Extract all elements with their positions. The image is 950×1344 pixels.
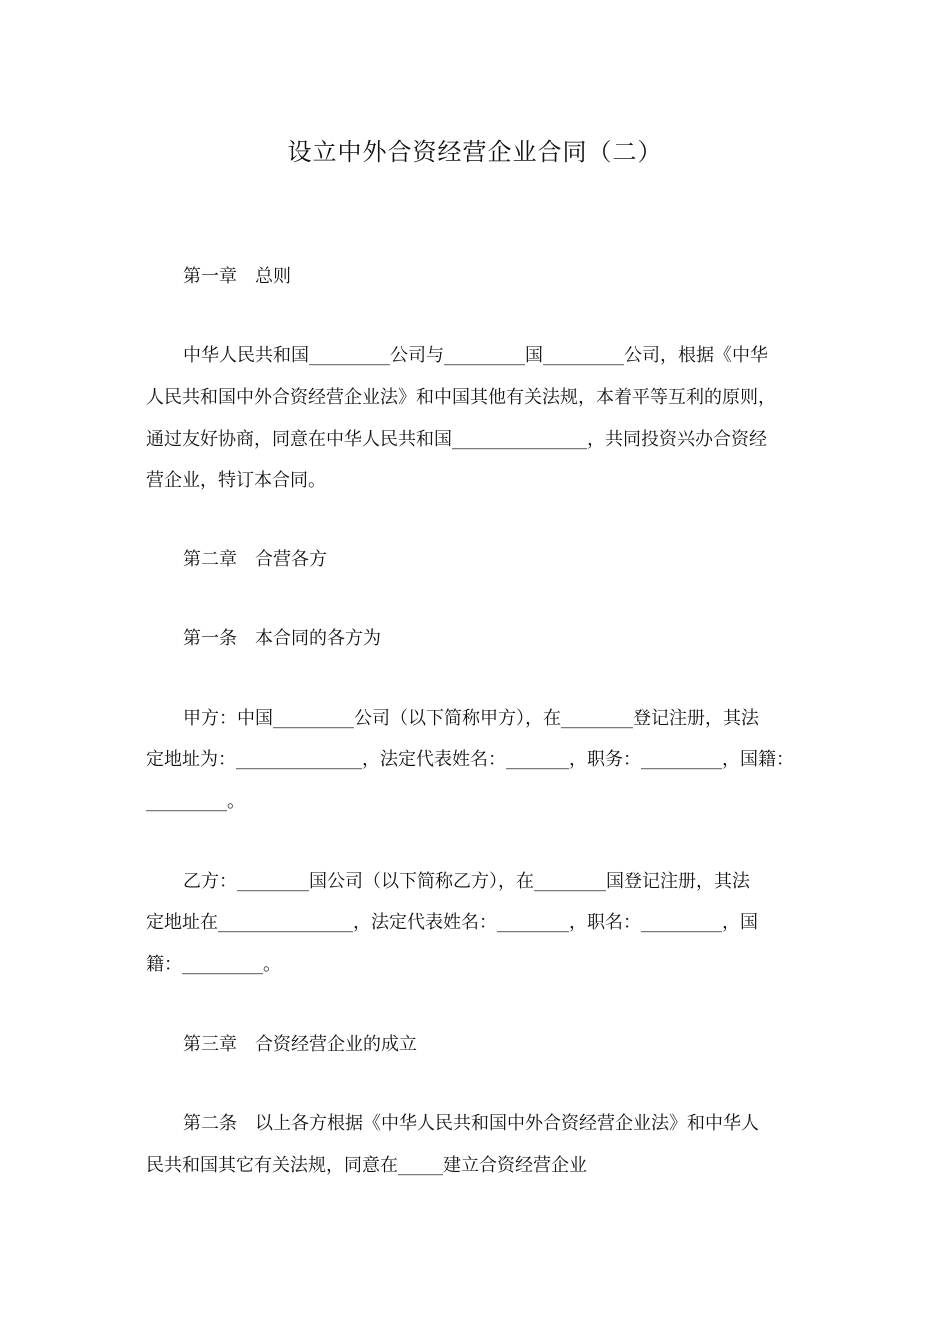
chapter-1-para-line-3: 通过友好协商，同意在中华人民共和国_______________，共同投资兴办合资经 bbox=[146, 429, 767, 450]
party-b-line-2: 定地址在_______________，法定代表姓名：________，职名：_________，国 bbox=[146, 912, 758, 933]
chapter-2-heading: 第二章 合营各方 bbox=[183, 549, 327, 570]
party-b-line-1: 乙方：________国公司（以下简称乙方），在________国登记注册，其法 bbox=[183, 871, 750, 892]
party-a-line-2: 定地址为：______________，法定代表姓名：_______，职务：_________，国籍： bbox=[146, 749, 794, 770]
article-1: 第一条 本合同的各方为 bbox=[183, 628, 381, 649]
document-title: 设立中外合资经营企业合同（二） bbox=[287, 138, 663, 166]
party-b-line-3: 籍：_________。 bbox=[146, 954, 281, 975]
article-2-line-1: 第二条 以上各方根据《中华人民共和国中外合资经营企业法》和中华人 bbox=[183, 1113, 759, 1134]
article-2-line-2: 民共和国其它有关法规，同意在_____建立合资经营企业 bbox=[146, 1155, 587, 1176]
party-a-line-1: 甲方：中国_________公司（以下简称甲方），在________登记注册，其法 bbox=[183, 708, 759, 729]
chapter-3-heading: 第三章 合资经营企业的成立 bbox=[183, 1034, 417, 1055]
chapter-1-heading: 第一章 总则 bbox=[183, 266, 291, 287]
chapter-1-para-line-2: 人民共和国中外合资经营企业法》和中国其他有关法规，本着平等互利的原则， bbox=[146, 387, 776, 408]
chapter-1-para-line-4: 营企业，特订本合同。 bbox=[146, 470, 326, 491]
party-a-line-3: _________。 bbox=[146, 791, 245, 812]
chapter-1-para-line-1: 中华人民共和国_________公司与_________国_________公司，根据《中华 bbox=[183, 345, 768, 366]
